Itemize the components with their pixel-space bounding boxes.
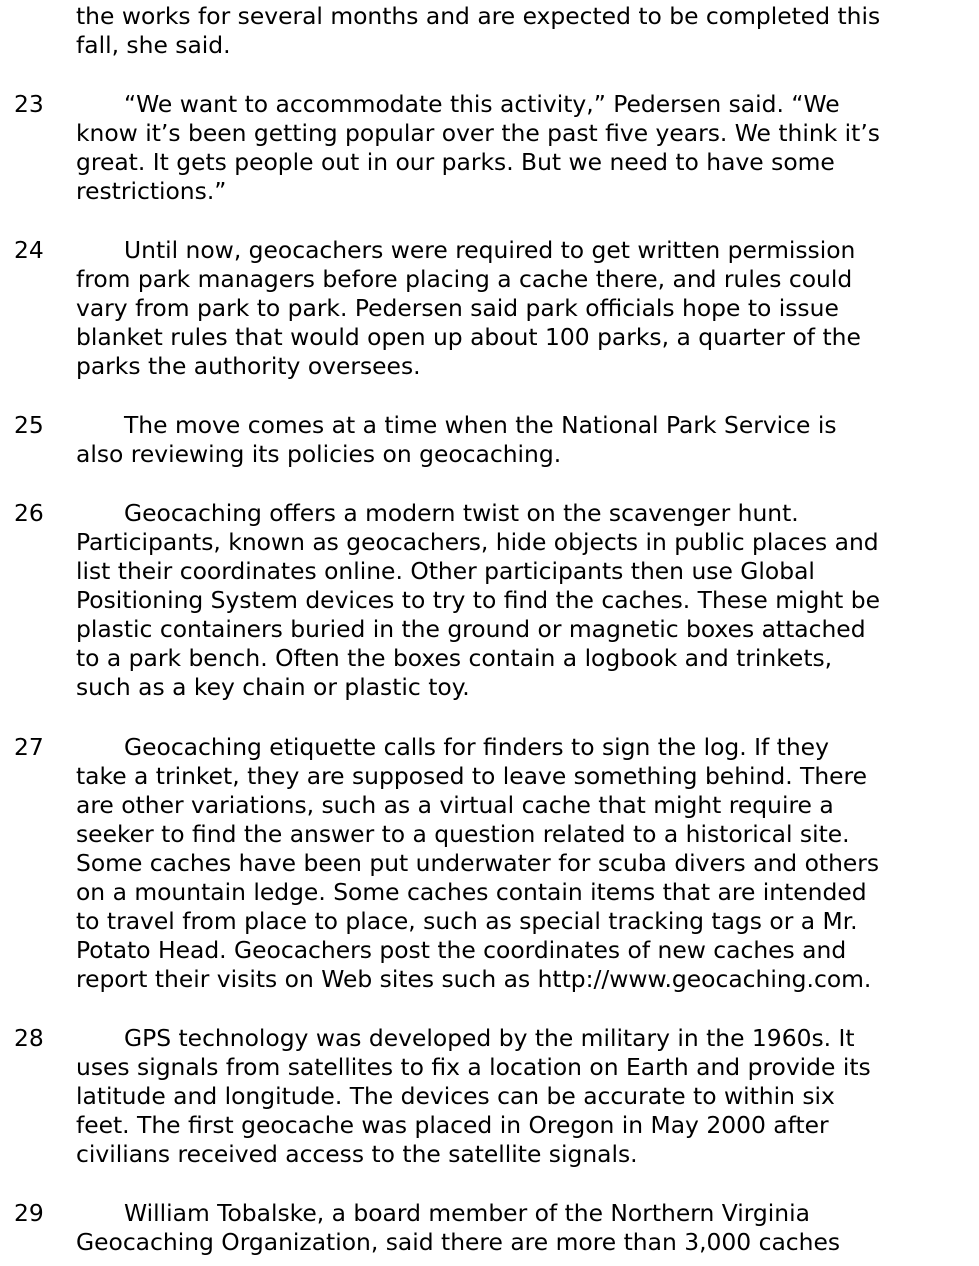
paragraph-continuation xyxy=(0,2,979,60)
paragraph-line: are other variations, such as a virtual cache that might require a xyxy=(76,791,834,819)
paragraph-line: such as a key chain or plastic toy. xyxy=(76,673,470,701)
paragraph-line: latitude and longitude. The devices can be accurate to within six xyxy=(76,1082,835,1110)
paragraph-line: Geocaching offers a modern twist on the scavenger hunt. xyxy=(124,499,799,527)
paragraph-line: report their visits on Web sites such as http://www.geocaching.com. xyxy=(76,965,872,993)
paragraph-line: blanket rules that would open up about 100 parks, a quarter of the xyxy=(76,323,861,351)
paragraph-line: on a mountain ledge. Some caches contain items that are intended xyxy=(76,878,867,906)
paragraph-line: Participants, known as geocachers, hide objects in public places and xyxy=(76,528,879,556)
paragraph-line: seeker to find the answer to a question related to a historical site. xyxy=(76,820,850,848)
paragraph-number: 28 xyxy=(14,1024,44,1052)
paragraph-number: 26 xyxy=(14,499,44,527)
paragraph-line: Geocaching Organization, said there are more than 3,000 caches xyxy=(76,1228,841,1256)
paragraph-line: vary from park to park. Pedersen said park officials hope to issue xyxy=(76,294,839,322)
paragraph-line: to a park bench. Often the boxes contain a logbook and trinkets, xyxy=(76,644,833,672)
paragraph-line: Until now, geocachers were required to get written permission xyxy=(124,236,856,264)
paragraph-line: from park managers before placing a cache there, and rules could xyxy=(76,265,853,293)
paragraph-line: “We want to accommodate this activity,” Pedersen said. “We xyxy=(124,90,840,118)
paragraph-line: the works for several months and are expected to be completed this xyxy=(76,2,881,30)
paragraph-line: take a trinket, they are supposed to leave something behind. There xyxy=(76,762,868,790)
paragraph-line: great. It gets people out in our parks. But we need to have some xyxy=(76,148,835,176)
paragraph-line: fall, she said. xyxy=(76,31,231,59)
paragraph-line: civilians received access to the satellite signals. xyxy=(76,1140,638,1168)
paragraph-27 xyxy=(0,733,979,994)
paragraph-24 xyxy=(0,236,979,381)
paragraph-line: restrictions.” xyxy=(76,177,227,205)
paragraph-28 xyxy=(0,1024,979,1169)
paragraph-number: 23 xyxy=(14,90,44,118)
paragraph-line: Potato Head. Geocachers post the coordinates of new caches and xyxy=(76,936,847,964)
paragraph-line: feet. The first geocache was placed in Oregon in May 2000 after xyxy=(76,1111,829,1139)
paragraph-line: William Tobalske, a board member of the Northern Virginia xyxy=(124,1199,810,1227)
paragraph-line: know it’s been getting popular over the past five years. We think it’s xyxy=(76,119,880,147)
paragraph-line: list their coordinates online. Other participants then use Global xyxy=(76,557,815,585)
paragraph-line: Geocaching etiquette calls for finders to sign the log. If they xyxy=(124,733,829,761)
paragraph-29 xyxy=(0,1199,979,1257)
paragraph-line: uses signals from satellites to fix a location on Earth and provide its xyxy=(76,1053,871,1081)
paragraph-number: 24 xyxy=(14,236,44,264)
paragraph-line: Some caches have been put underwater for scuba divers and others xyxy=(76,849,880,877)
paragraph-line: to travel from place to place, such as special tracking tags or a Mr. xyxy=(76,907,858,935)
paragraph-number: 25 xyxy=(14,411,44,439)
paragraph-line: The move comes at a time when the National Park Service is xyxy=(124,411,837,439)
paragraph-number: 27 xyxy=(14,733,44,761)
paragraph-line: GPS technology was developed by the military in the 1960s. It xyxy=(124,1024,855,1052)
paragraph-line: plastic containers buried in the ground or magnetic boxes attached xyxy=(76,615,866,643)
paragraph-23 xyxy=(0,90,979,206)
paragraph-26 xyxy=(0,499,979,702)
paragraph-number: 29 xyxy=(14,1199,44,1227)
paragraph-line: parks the authority oversees. xyxy=(76,352,421,380)
paragraph-line: also reviewing its policies on geocaching. xyxy=(76,440,562,468)
paragraph-line: Positioning System devices to try to find the caches. These might be xyxy=(76,586,880,614)
paragraph-25 xyxy=(0,411,979,469)
